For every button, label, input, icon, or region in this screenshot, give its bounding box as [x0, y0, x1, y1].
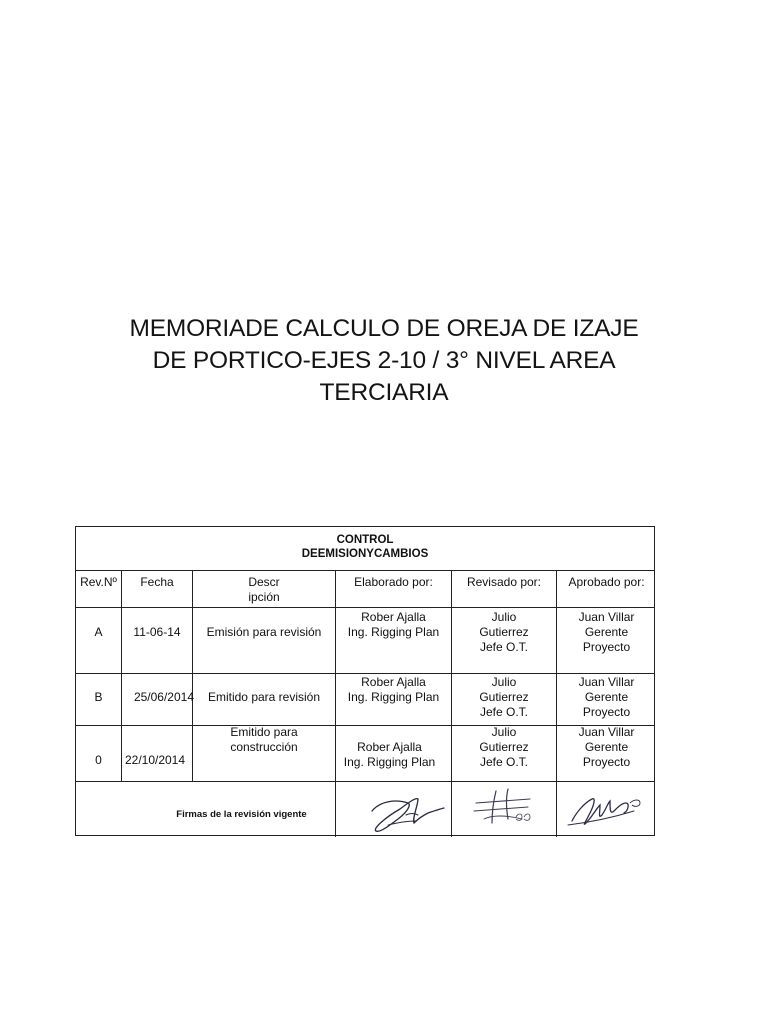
row-revisado-line-2: Gutierrez	[479, 625, 529, 639]
table-divider	[121, 570, 122, 781]
row-revisado-line-2: Gutierrez	[479, 690, 529, 704]
row-elaborado-role: Ing. Rigging Plan	[347, 625, 440, 639]
row-elaborado-name: Rober Ajalla	[361, 610, 426, 624]
control-table-title	[76, 533, 654, 561]
table-divider	[76, 781, 654, 782]
row-revisado-line-1: Julio	[491, 725, 517, 739]
row-elaborado	[336, 610, 451, 640]
row-descripcion: Emitido para revisión	[207, 690, 321, 704]
row-elaborado-role: Ing. Rigging Plan	[343, 755, 436, 769]
row-aprobado-line-3: Proyecto	[582, 640, 631, 654]
row-descripcion: Emisión para revisión	[206, 625, 322, 639]
row-revisado-line-1: Julio	[491, 675, 517, 689]
row-aprobado-line-2: Gerente	[584, 740, 629, 754]
row-aprobado	[557, 725, 656, 770]
row-aprobado	[557, 675, 656, 720]
table-divider	[76, 607, 654, 608]
row-elaborado-role: Ing. Rigging Plan	[347, 690, 440, 704]
row-fecha: 11-06-14	[133, 625, 181, 639]
row-rev: A	[94, 625, 103, 639]
row-elaborado	[336, 675, 451, 705]
row-aprobado	[557, 610, 656, 655]
header-descripcion-line-2: ipción	[248, 590, 280, 604]
row-revisado-line-2: Gutierrez	[479, 740, 529, 754]
row-elaborado-name: Rober Ajalla	[357, 740, 422, 754]
row-elaborado-name: Rober Ajalla	[361, 675, 426, 689]
row-revisado-line-3: Jefe O.T.	[479, 705, 529, 719]
document-title	[84, 313, 684, 409]
row-revisado	[452, 675, 556, 720]
row-revisado-line-1: Julio	[491, 610, 517, 624]
signatures-label: Firmas de la revisión vigente	[176, 809, 307, 820]
row-rev: 0	[95, 753, 102, 767]
row-aprobado-line-2: Gerente	[584, 690, 629, 704]
row-descripcion	[193, 725, 335, 755]
document-title-line-3: TERCIARIA	[319, 379, 449, 406]
header-aprobado: Aprobado por:	[568, 575, 645, 589]
header-descripcion	[193, 575, 335, 605]
header-rev: Rev.Nº	[80, 575, 117, 589]
signature-revisado-icon	[466, 785, 542, 831]
row-revisado	[452, 725, 556, 770]
signature-aprobado-icon	[564, 789, 648, 833]
row-revisado-line-3: Jefe O.T.	[479, 755, 529, 769]
control-table-title-line-2: DEEMISIONYCAMBIOS	[301, 548, 429, 560]
header-fecha: Fecha	[140, 575, 174, 589]
document-title-line-2: DE PORTICO-EJES 2-10 / 3° NIVEL AREA	[152, 347, 616, 374]
row-elaborado	[332, 740, 447, 770]
row-aprobado-line-3: Proyecto	[582, 705, 631, 719]
row-aprobado-line-1: Juan Villar	[578, 610, 635, 624]
table-divider	[76, 570, 654, 571]
row-aprobado-line-2: Gerente	[584, 625, 629, 639]
table-divider	[76, 673, 654, 674]
document-title-line-1: MEMORIADE CALCULO DE OREJA DE IZAJE	[129, 315, 639, 342]
row-revisado	[452, 610, 556, 655]
row-aprobado-line-3: Proyecto	[582, 755, 631, 769]
row-fecha: 22/10/2014	[124, 753, 186, 767]
header-revisado: Revisado por:	[466, 575, 542, 589]
row-aprobado-line-1: Juan Villar	[578, 725, 635, 739]
row-aprobado-line-1: Juan Villar	[578, 675, 635, 689]
control-table-title-line-1: CONTROL	[336, 534, 394, 546]
signature-elaborado-icon	[366, 789, 446, 835]
row-fecha: 25/06/2014	[133, 690, 194, 704]
header-elaborado: Elaborado por:	[354, 575, 433, 589]
control-table	[75, 526, 655, 836]
row-descripcion-line-2: construcción	[230, 740, 298, 754]
header-descripcion-line-1: Descr	[248, 575, 280, 589]
row-revisado-line-3: Jefe O.T.	[479, 640, 529, 654]
row-rev: B	[94, 690, 103, 704]
row-descripcion-line-1: Emitido para	[230, 725, 298, 739]
